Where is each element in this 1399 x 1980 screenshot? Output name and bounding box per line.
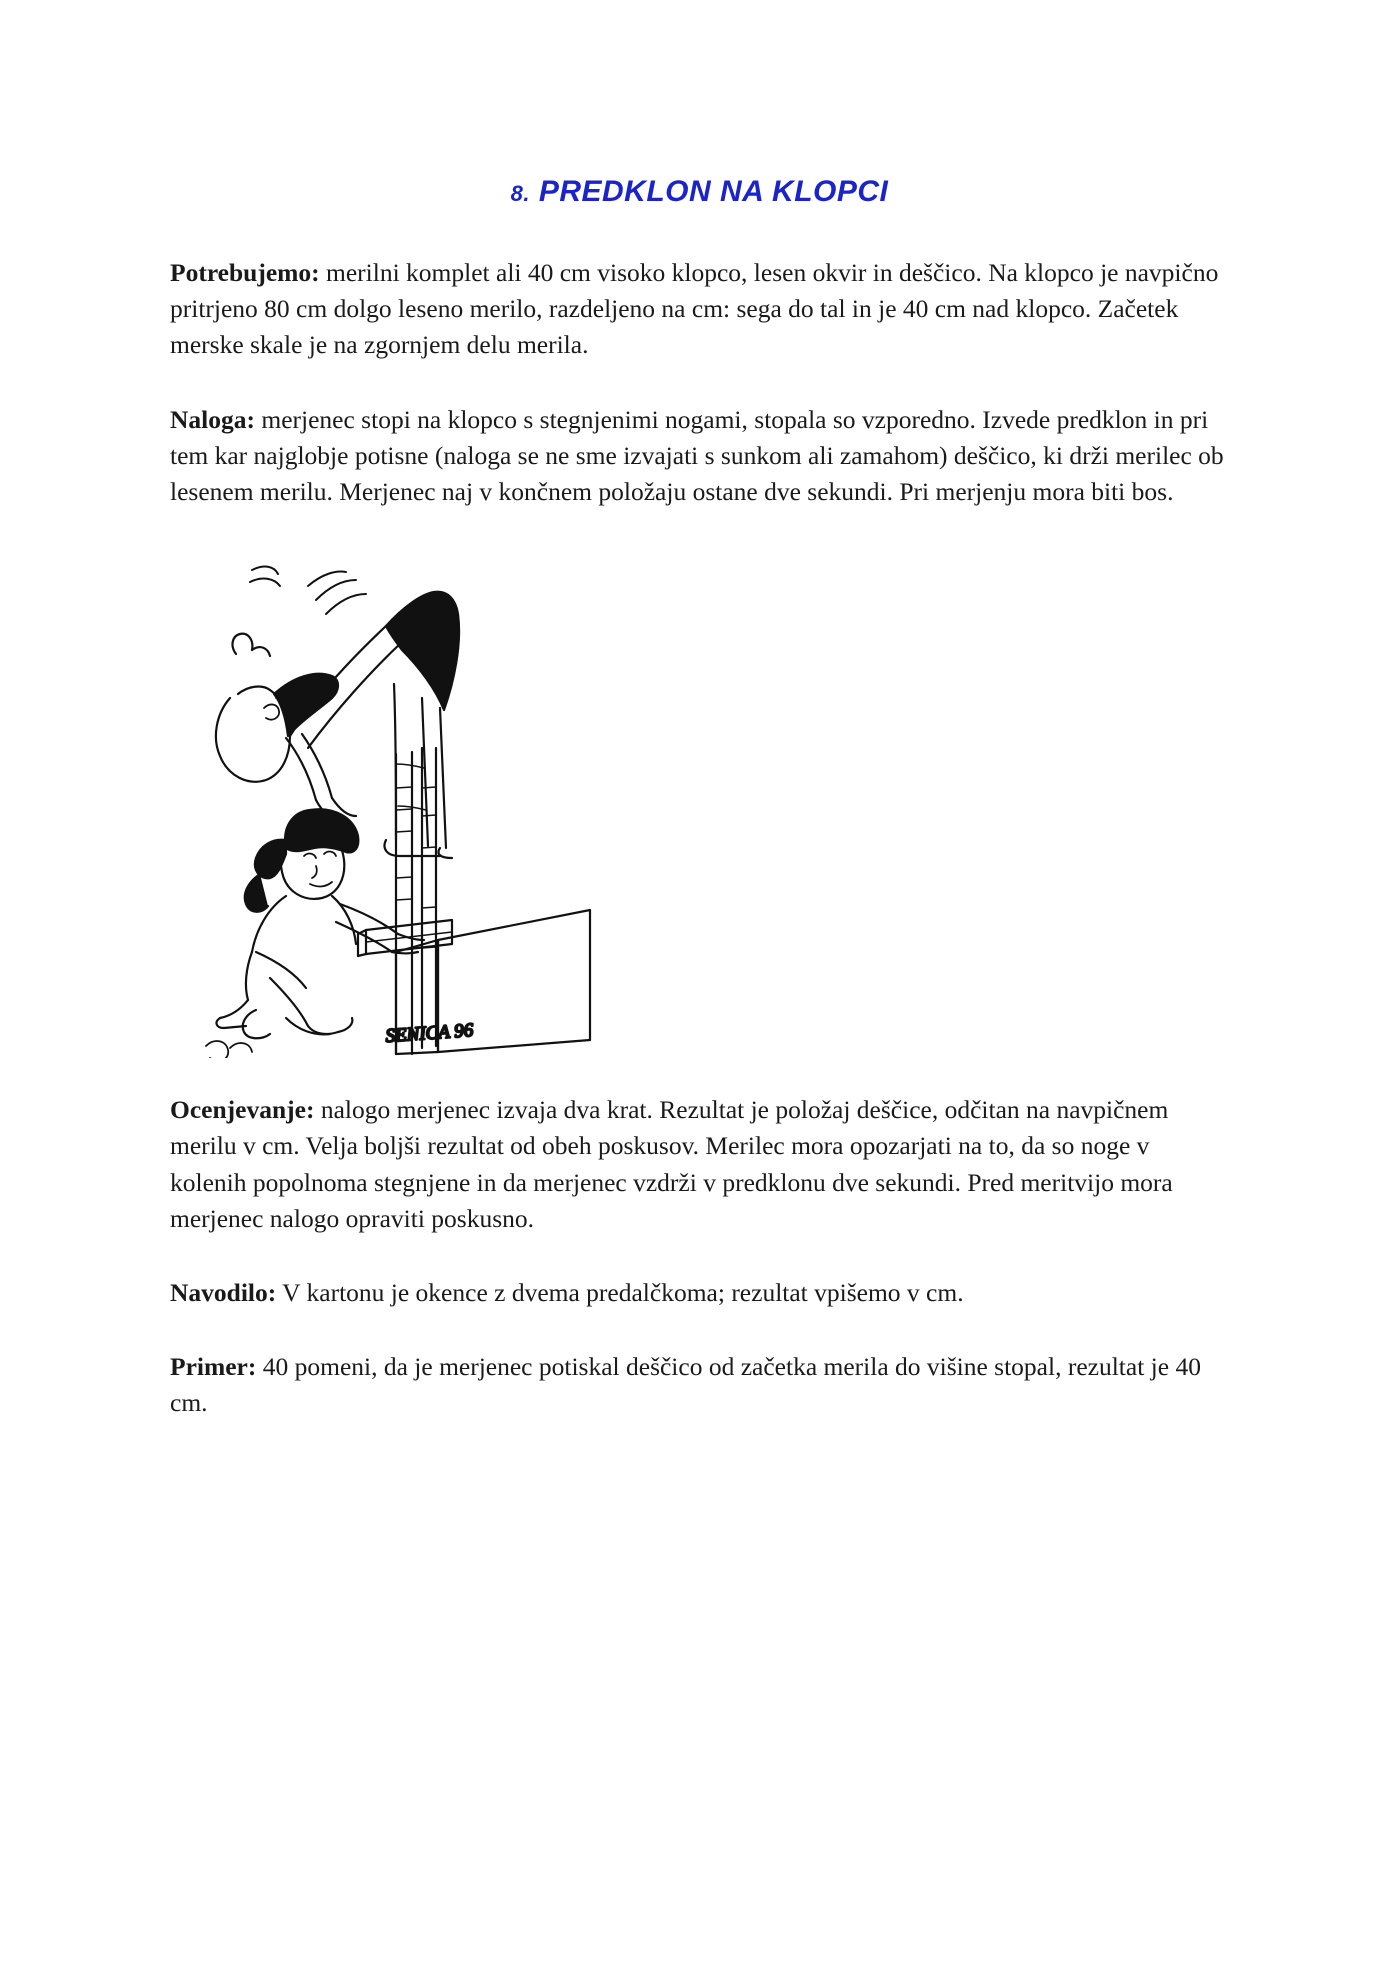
section-primer: [170, 1349, 1229, 1421]
section-lead: Navodilo:: [170, 1278, 277, 1308]
title-text: PREDKLON NA KLOPCI: [538, 175, 889, 208]
section-navodilo: [170, 1275, 1229, 1311]
section-potrebujemo: [170, 255, 1229, 364]
section-body: 40 pomeni, da je merjenec potiskal deščico od začetka merila do višine stopal, rezultat je 40 cm.: [170, 1352, 1201, 1418]
section-lead: Primer:: [170, 1352, 257, 1382]
page-title: [170, 0, 1229, 209]
title-number: 8.: [510, 181, 530, 206]
section-lead: Naloga:: [170, 404, 255, 434]
section-body: V kartonu je okence z dvema predalčkoma; rezultat vpišemo v cm.: [276, 1278, 964, 1308]
illustration-signature: SENICA 96: [384, 1020, 474, 1048]
section-lead: Potrebujemo:: [170, 258, 320, 287]
illustration-figure: [170, 510, 1229, 1058]
section-naloga: [170, 402, 1229, 511]
section-body: nalogo merjenec izvaja dva krat. Rezultat je položaj deščice, odčitan na navpičnem merilu v cm. Velja boljši rezultat od obeh poskusov. Merilec mora opozarjati na to, da so noge v kolenih popolnoma stegnjene in da merjenec vzdrži v predklonu dve sekundi. Pred meritvijo mora merjenec nalogo opraviti poskusno.: [170, 1095, 1173, 1233]
exercise-illustration: [190, 548, 650, 1058]
section-body: merjenec stopi na klopco s stegnjenimi nogami, stopala so vzporedno. Izvede predklon in pri tem kar najglobje potisne (naloga se ne sme izvajati s sunkom ali zamahom) deščico, ki drži merilec ob lesenem merilu. Merjenec naj v končnem položaju ostane dve sekundi. Pri merjenju mora biti bos.: [170, 404, 1224, 507]
section-ocenjevanje: [170, 1092, 1229, 1237]
section-lead: Ocenjevanje:: [170, 1095, 315, 1125]
section-body: merilni komplet ali 40 cm visoko klopco, lesen okvir in deščico. Na klopco je navpično pritrjeno 80 cm dolgo leseno merilo, razdeljeno na cm: sega do tal in je 40 cm nad klopco. Začetek merske skale je na zgornjem delu merila.: [170, 258, 1219, 360]
